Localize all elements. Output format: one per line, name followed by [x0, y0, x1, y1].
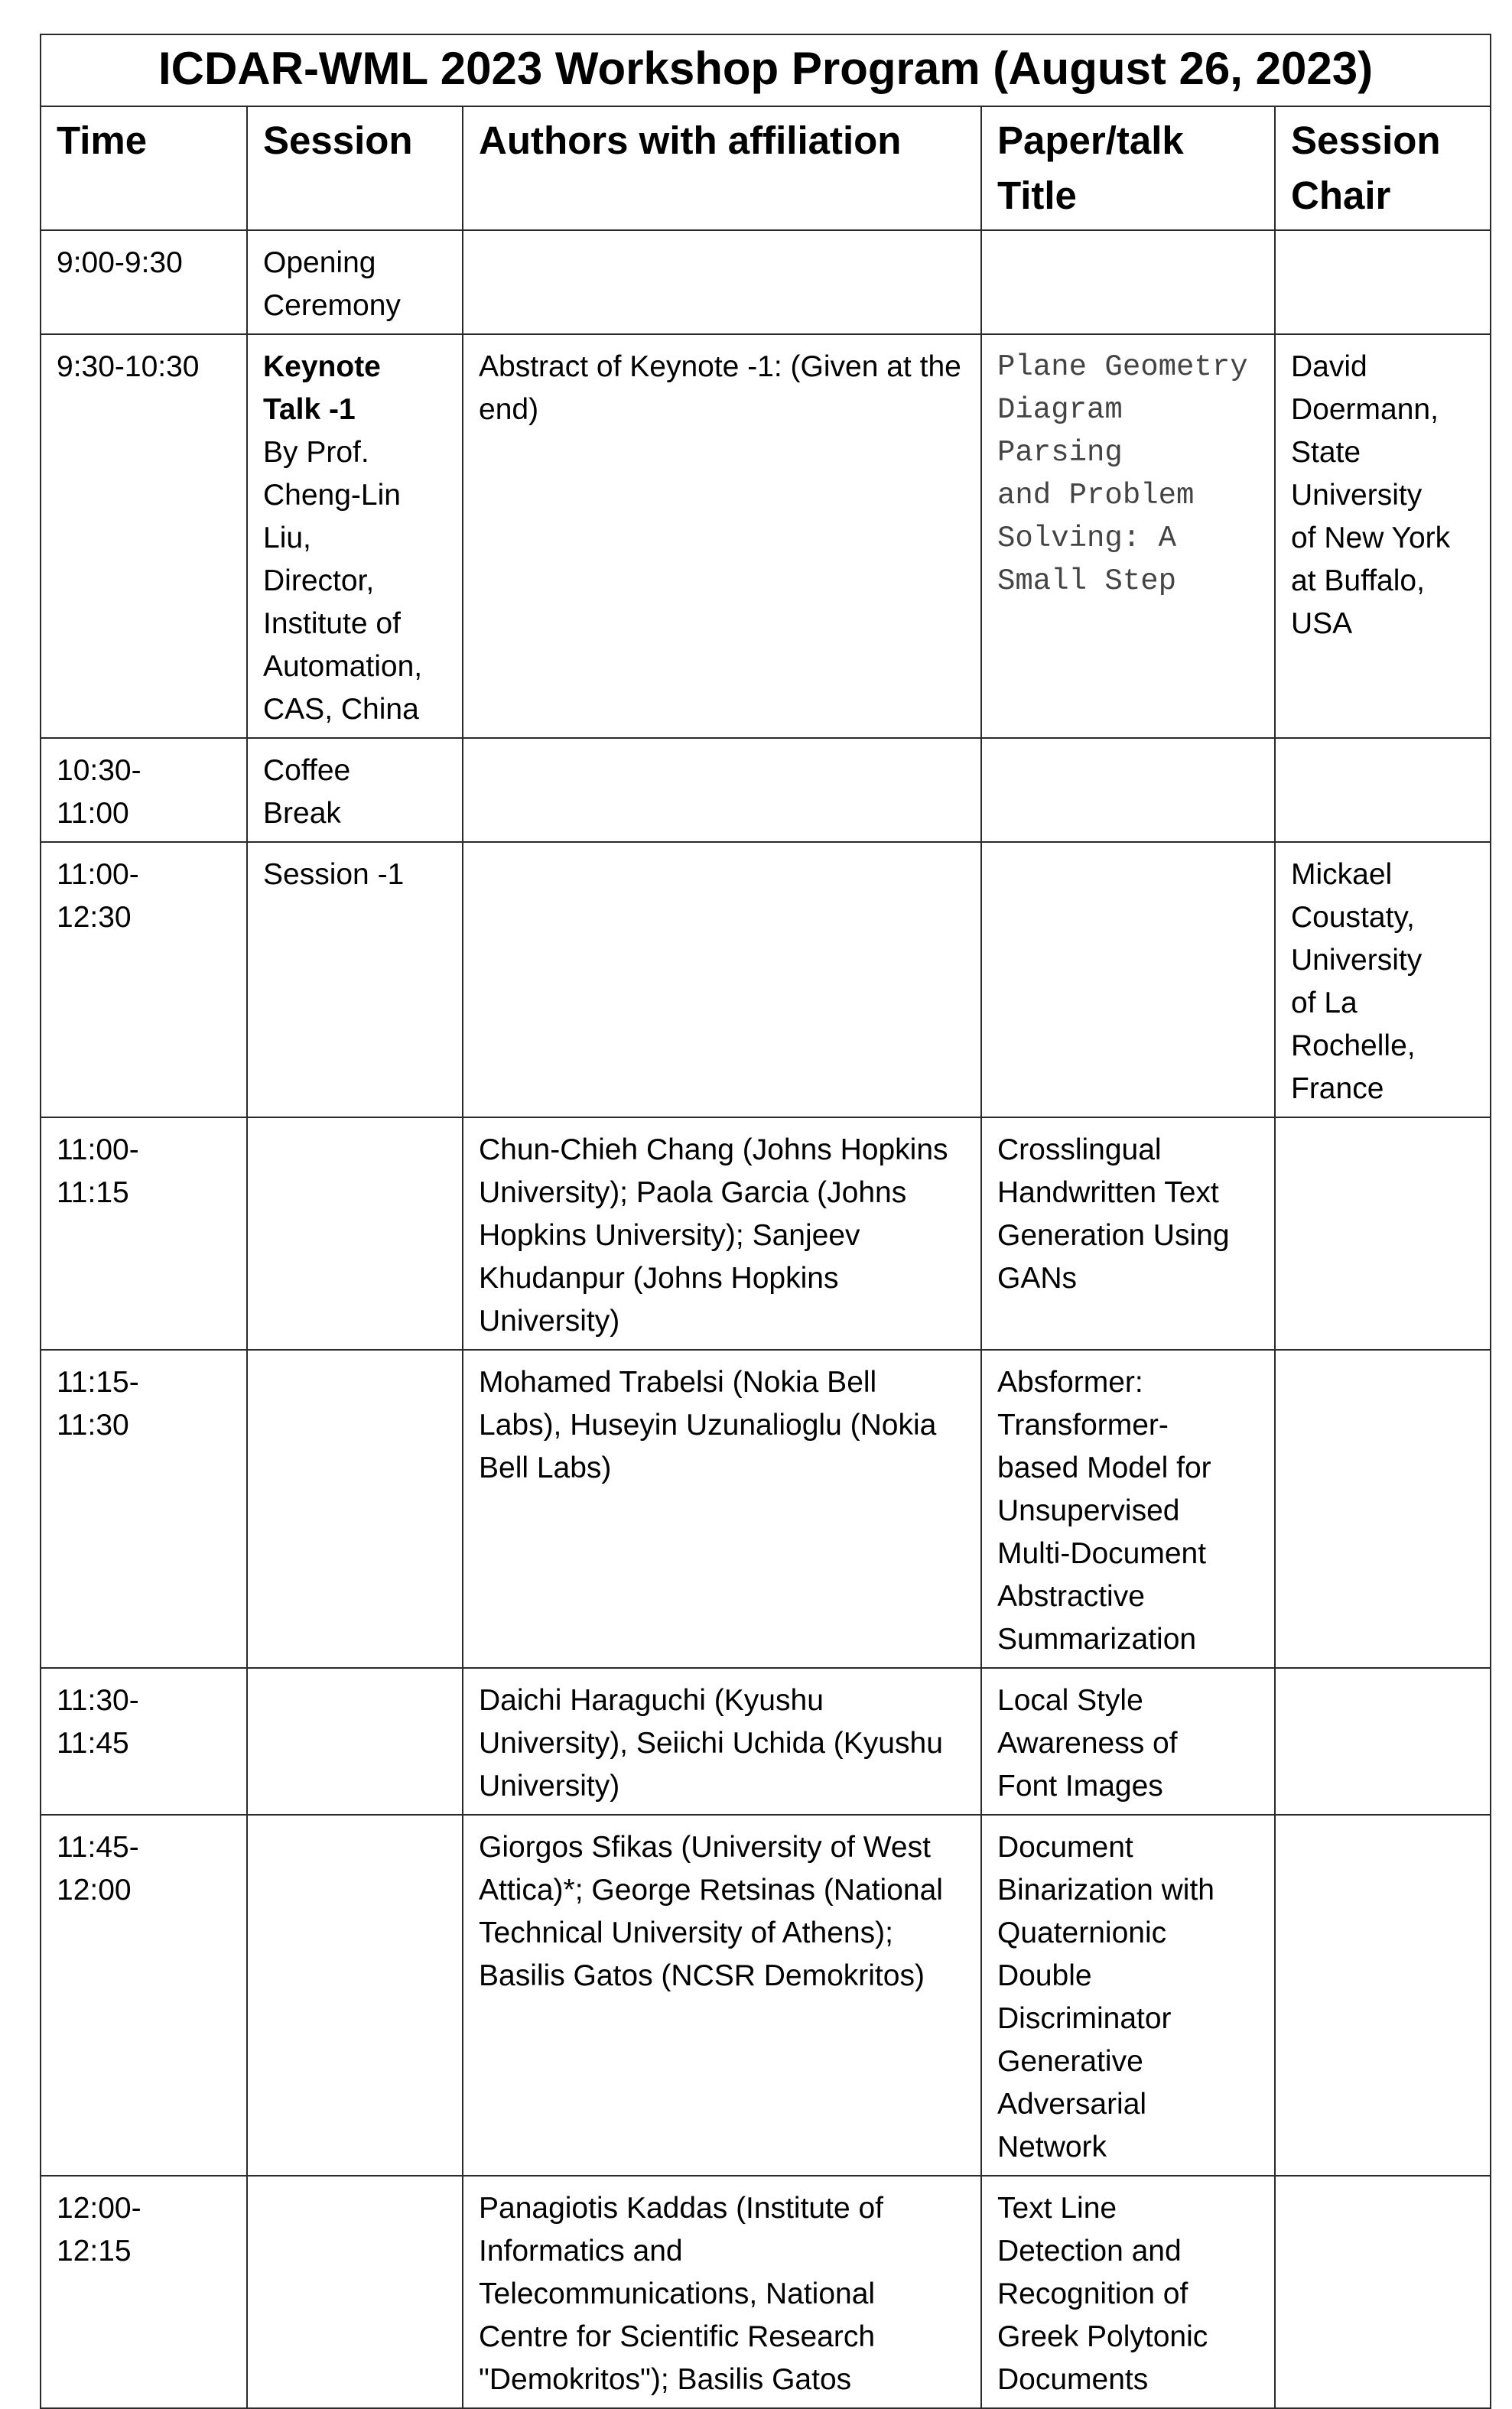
session-title: Coffee Break: [263, 754, 351, 830]
table-row: [41, 230, 1491, 334]
authors-cell: [463, 738, 981, 842]
time-cell: 11:00- 11:15: [41, 1117, 247, 1350]
time-cell: 9:30-10:30: [41, 334, 247, 738]
authors-cell: Chun-Chieh Chang (Johns Hopkins University); Paola Garcia (Johns Hopkins University); Sanjeev Khudanpur (Johns Hopkins University): [463, 1117, 981, 1350]
authors-cell: [463, 230, 981, 334]
paper-cell: Plane Geometry Diagram Parsing and Problem Solving: A Small Step: [981, 334, 1275, 738]
time-cell: 12:00- 12:15: [41, 2176, 247, 2408]
session-cell: [247, 334, 463, 738]
page-title: ICDAR-WML 2023 Workshop Program (August 26, 2023): [41, 34, 1491, 106]
session-cell: [247, 230, 463, 334]
header-session-chair: Session Chair: [1275, 106, 1491, 230]
table-row: [41, 1668, 1491, 1815]
session-cell: [247, 1117, 463, 1350]
table-row: [41, 842, 1491, 1117]
authors-cell: Mohamed Trabelsi (Nokia Bell Labs), Huseyin Uzunalioglu (Nokia Bell Labs): [463, 1350, 981, 1668]
program-table: [40, 34, 1491, 2409]
chair-cell: [1275, 1815, 1491, 2176]
table-row: [41, 334, 1491, 738]
authors-cell: Giorgos Sfikas (University of West Attica)*; George Retsinas (National Technical University of Athens); Basilis Gatos (NCSR Demokritos): [463, 1815, 981, 2176]
time-cell: 9:00-9:30: [41, 230, 247, 334]
chair-cell: David Doermann, State University of New York at Buffalo, USA: [1275, 334, 1491, 738]
table-row: [41, 1117, 1491, 1350]
paper-cell: [981, 842, 1275, 1117]
session-cell: [247, 842, 463, 1117]
chair-cell: Mickael Coustaty, University of La Rochelle, France: [1275, 842, 1491, 1117]
session-cell: [247, 1350, 463, 1668]
session-cell: [247, 1815, 463, 2176]
session-detail: By Prof. Cheng-Lin Liu, Director, Institute of Automation, CAS, China: [263, 436, 423, 726]
paper-cell: Crosslingual Handwritten Text Generation Using GANs: [981, 1117, 1275, 1350]
paper-cell: Text Line Detection and Recognition of Greek Polytonic Documents: [981, 2176, 1275, 2408]
session-title: Opening Ceremony: [263, 246, 401, 322]
authors-cell: [463, 842, 981, 1117]
table-row: [41, 738, 1491, 842]
authors-cell: Daichi Haraguchi (Kyushu University), Seiichi Uchida (Kyushu University): [463, 1668, 981, 1815]
paper-cell: Local Style Awareness of Font Images: [981, 1668, 1275, 1815]
paper-cell: Absformer: Transformer- based Model for Unsupervised Multi-Document Abstractive Summarization: [981, 1350, 1275, 1668]
header-session: Session: [247, 106, 463, 230]
table-row: [41, 1815, 1491, 2176]
paper-cell: Document Binarization with Quaternionic Double Discriminator Generative Adversarial Network: [981, 1815, 1275, 2176]
session-cell: [247, 738, 463, 842]
authors-cell: Panagiotis Kaddas (Institute of Informatics and Telecommunications, National Centre for Scientific Research "Demokritos"); Basilis Gatos: [463, 2176, 981, 2408]
header-paper-title: Paper/talk Title: [981, 106, 1275, 230]
chair-cell: [1275, 2176, 1491, 2408]
time-cell: 11:45- 12:00: [41, 1815, 247, 2176]
header-time: Time: [41, 106, 247, 230]
session-title: Session -1: [263, 858, 405, 891]
table-row: [41, 2176, 1491, 2408]
session-title: Keynote Talk -1: [263, 350, 381, 426]
chair-cell: [1275, 1350, 1491, 1668]
session-cell: [247, 1668, 463, 1815]
time-cell: 11:15- 11:30: [41, 1350, 247, 1668]
paper-cell: [981, 738, 1275, 842]
paper-cell: [981, 230, 1275, 334]
chair-cell: [1275, 1117, 1491, 1350]
table-row: [41, 1350, 1491, 1668]
header-authors: Authors with affiliation: [463, 106, 981, 230]
time-cell: 11:30- 11:45: [41, 1668, 247, 1815]
time-cell: 11:00- 12:30: [41, 842, 247, 1117]
authors-cell: Abstract of Keynote -1: (Given at the end): [463, 334, 981, 738]
chair-cell: [1275, 230, 1491, 334]
time-cell: 10:30- 11:00: [41, 738, 247, 842]
chair-cell: [1275, 1668, 1491, 1815]
session-cell: [247, 2176, 463, 2408]
chair-cell: [1275, 738, 1491, 842]
